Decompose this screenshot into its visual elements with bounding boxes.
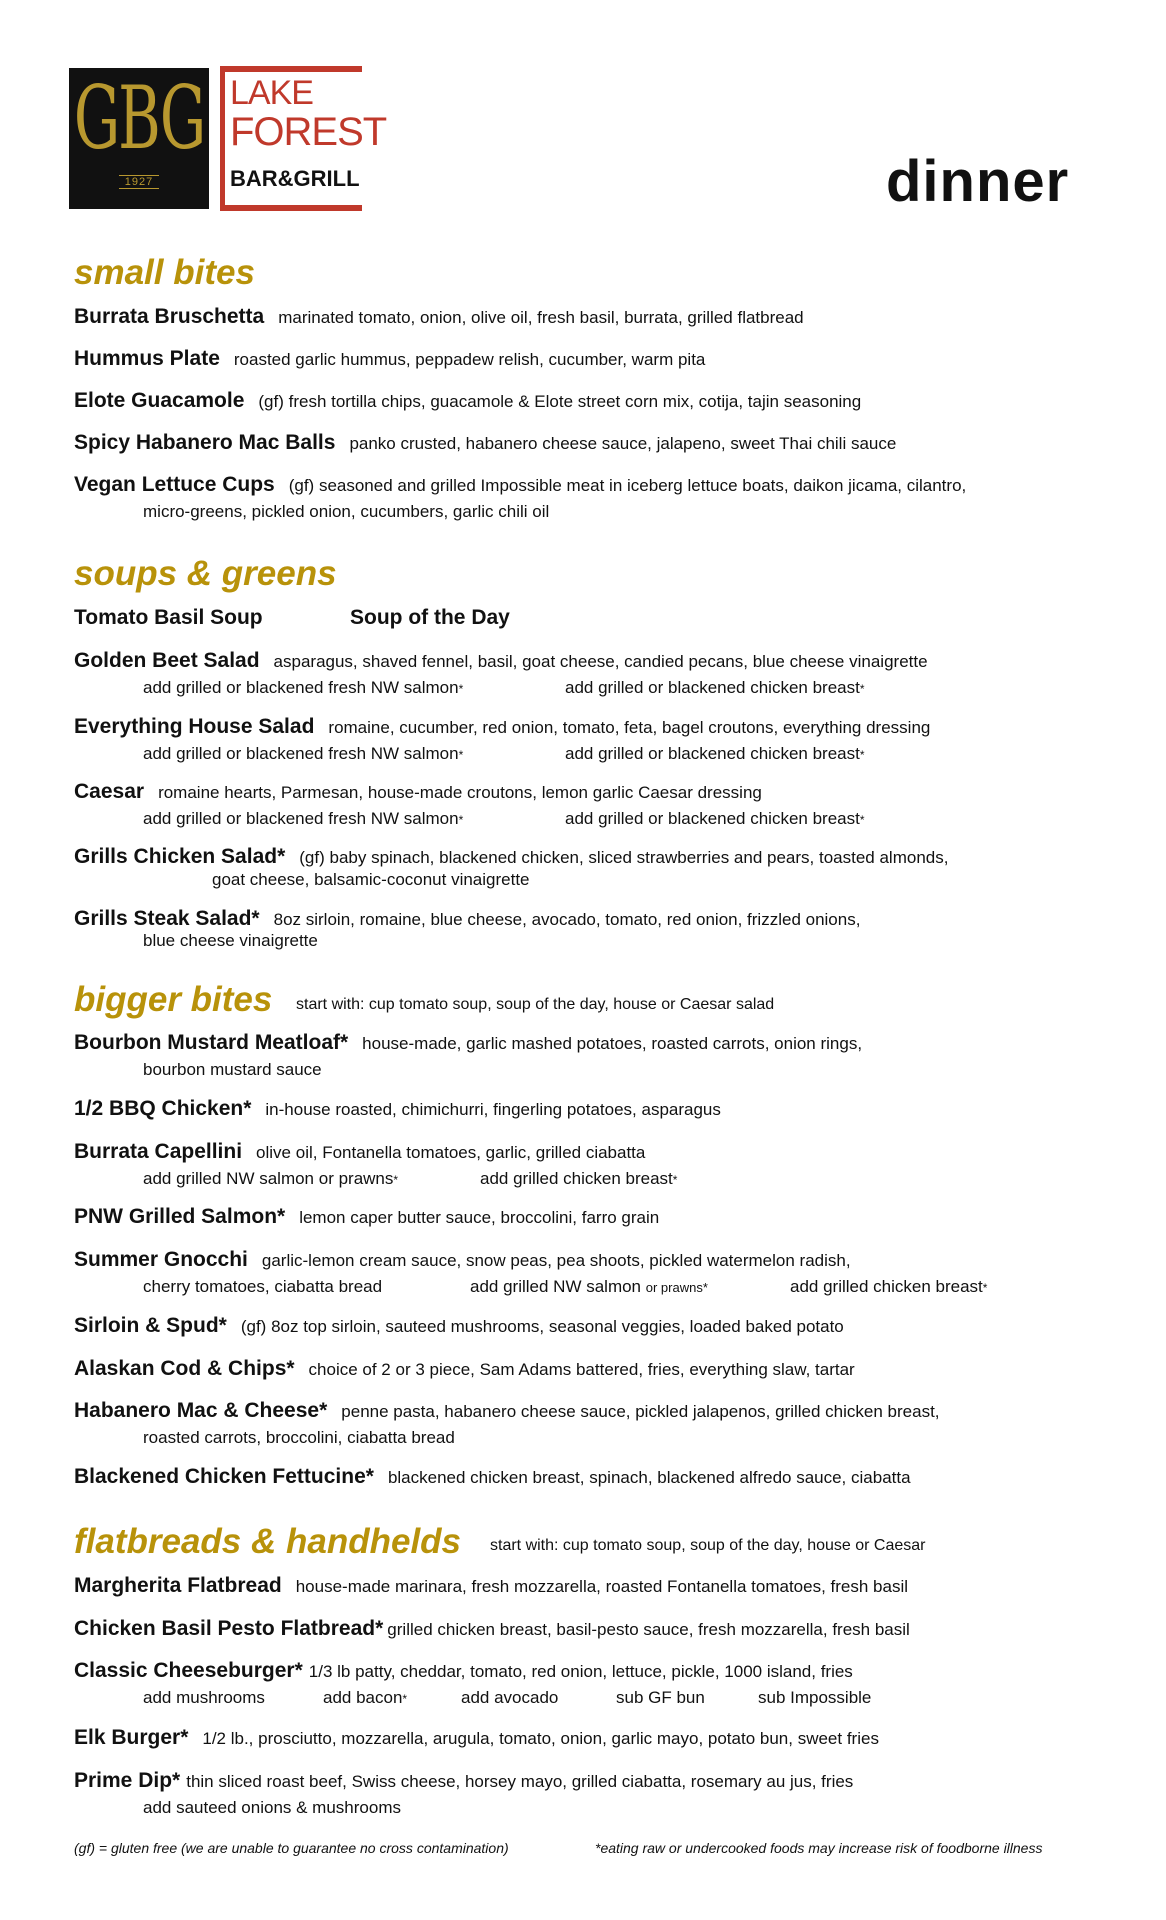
addon-salmon: add grilled or blackened fresh NW salmon* [143, 809, 464, 828]
item-desc: romaine, cucumber, red onion, tomato, feta, bagel croutons, everything dressing [328, 718, 931, 737]
item-desc: blackened chicken breast, spinach, blackened alfredo sauce, ciabatta [387, 1468, 911, 1487]
addon-salmon: add grilled or blackened fresh NW salmon* [143, 744, 464, 763]
menu-item-meatloaf [74, 1032, 862, 1056]
item-desc: house-made, garlic mashed potatoes, roasted carrots, onion rings, [362, 1034, 863, 1053]
item-name: Elk Burger* [74, 1726, 189, 1749]
menu-item-soup-of-day [350, 607, 510, 631]
item-desc: 8oz sirloin, romaine, blue cheese, avocado, tomato, red onion, frizzled onions, [273, 910, 861, 929]
item-name: Spicy Habanero Mac Balls [74, 431, 336, 454]
item-desc: grilled chicken breast, basil-pesto sauce, fresh mozzarella, fresh basil [387, 1620, 910, 1639]
item-desc: (gf) baby spinach, blackened chicken, sliced strawberries and pears, toasted almonds, [299, 848, 949, 867]
menu-item-bbq-chicken [74, 1098, 721, 1122]
logo-line-2: FOREST [230, 110, 387, 154]
addon-chicken: add grilled or blackened chicken breast* [565, 809, 865, 828]
menu-item-elote [74, 390, 861, 414]
menu-item-chicken-salad [74, 846, 948, 870]
item-desc: garlic-lemon cream sauce, snow peas, pea shoots, pickled watermelon radish, [261, 1251, 851, 1270]
item-name: Golden Beet Salad [74, 649, 260, 672]
menu-item-margherita [74, 1575, 908, 1599]
item-desc: panko crusted, habanero cheese sauce, jalapeno, sweet Thai chili sauce [349, 434, 897, 453]
item-name: Alaskan Cod & Chips* [74, 1357, 295, 1380]
item-name: Grills Chicken Salad* [74, 845, 286, 868]
menu-item-house-salad [74, 716, 930, 740]
item-desc: 1/3 lb patty, cheddar, tomato, red onion, lettuce, pickle, 1000 island, fries [308, 1662, 853, 1681]
section-small-bites: small bites [74, 253, 255, 292]
item-desc: olive oil, Fontanella tomatoes, garlic, grilled ciabatta [256, 1143, 646, 1162]
item-desc: (gf) seasoned and grilled Impossible meat in iceberg lettuce boats, daikon jicama, cilantro, [288, 476, 967, 495]
item-desc-continued: cherry tomatoes, ciabatta bread [143, 1277, 383, 1296]
addon-chicken: add grilled chicken breast* [790, 1277, 988, 1296]
section-note: start with: cup tomato soup, soup of the day, house or Caesar [490, 1537, 926, 1554]
item-desc: asparagus, shaved fennel, basil, goat cheese, candied pecans, blue cheese vinaigrette [273, 652, 928, 671]
addon-impossible: sub Impossible [758, 1688, 872, 1707]
item-desc: (gf) 8oz top sirloin, sauteed mushrooms, seasonal veggies, loaded baked potato [240, 1317, 844, 1336]
gbg-logo-year: 1927 [119, 175, 159, 189]
item-desc: 1/2 lb., prosciutto, mozzarella, arugula, tomato, onion, garlic mayo, potato bun, sweet fries [202, 1729, 879, 1748]
item-desc-continued: add sauteed onions & mushrooms [143, 1798, 401, 1817]
item-name: Elote Guacamole [74, 389, 245, 412]
lake-forest-logo [220, 66, 387, 211]
menu-item-steak-salad [74, 908, 860, 932]
item-name: Caesar [74, 780, 145, 803]
item-name: Bourbon Mustard Meatloaf* [74, 1031, 349, 1054]
item-desc: roasted garlic hummus, peppadew relish, cucumber, warm pita [233, 350, 706, 369]
addon-chicken: add grilled chicken breast* [480, 1169, 678, 1188]
item-name: Summer Gnocchi [74, 1248, 248, 1271]
menu-item-burrata-bruschetta [74, 306, 804, 330]
addon-avocado: add avocado [461, 1688, 559, 1707]
section-bigger-bites: bigger bites [74, 980, 273, 1019]
item-name: Tomato Basil Soup [74, 606, 263, 629]
logo-line-1: LAKE [230, 74, 313, 112]
item-desc: lemon caper butter sauce, broccolini, farro grain [299, 1208, 660, 1227]
menu-item-caesar [74, 781, 762, 805]
addon-gf-bun: sub GF bun [616, 1688, 705, 1707]
item-desc: (gf) fresh tortilla chips, guacamole & Elote street corn mix, cotija, tajin seasoning [258, 392, 862, 411]
menu-item-cheeseburger [74, 1660, 853, 1684]
item-star: * [172, 1769, 181, 1792]
item-name: Everything House Salad [74, 715, 315, 738]
section-note: start with: cup tomato soup, soup of the day, house or Caesar salad [296, 996, 775, 1013]
item-desc-continued: roasted carrots, broccolini, ciabatta bread [143, 1428, 455, 1447]
item-name: 1/2 BBQ Chicken* [74, 1097, 252, 1120]
item-desc: thin sliced roast beef, Swiss cheese, horsey mayo, grilled ciabatta, rosemary au jus, fries [186, 1772, 854, 1791]
addon-salmon-prawns: add grilled NW salmon or prawns* [143, 1169, 399, 1188]
item-desc-continued: blue cheese vinaigrette [143, 931, 318, 950]
gbg-logo-letters: GBG [73, 66, 205, 169]
menu-item-gnocchi [74, 1249, 851, 1273]
item-desc: romaine hearts, Parmesan, house-made croutons, lemon garlic Caesar dressing [158, 783, 762, 802]
section-soups-greens: soups & greens [74, 554, 337, 593]
logo-line-3: BAR&GRILL [230, 166, 360, 191]
item-desc: choice of 2 or 3 piece, Sam Adams battered, fries, everything slaw, tartar [308, 1360, 855, 1379]
menu-item-salmon [74, 1206, 659, 1230]
item-name: Blackened Chicken Fettucine* [74, 1465, 374, 1488]
addon-salmon: add grilled or blackened fresh NW salmon* [143, 678, 464, 697]
menu-item-pesto-flatbread [74, 1618, 910, 1642]
item-name: Burrata Bruschetta [74, 305, 265, 328]
addon-bacon: add bacon* [323, 1688, 408, 1707]
item-name: Habanero Mac & Cheese [74, 1399, 320, 1422]
item-name: Margherita Flatbread [74, 1574, 282, 1597]
menu-item-lettuce-cups [74, 474, 966, 498]
menu-item-mac-balls [74, 432, 896, 456]
item-desc-continued: goat cheese, balsamic-coconut vinaigrette [212, 870, 530, 889]
addon-chicken: add grilled or blackened chicken breast* [565, 678, 865, 697]
item-name: Soup of the Day [350, 606, 510, 629]
addon-mushrooms: add mushrooms [143, 1688, 265, 1707]
item-star: * [375, 1617, 384, 1640]
menu-item-prime-dip [74, 1770, 853, 1794]
item-name: PNW Grilled Salmon* [74, 1205, 286, 1228]
item-name: Sirloin & Spud* [74, 1314, 227, 1337]
menu-item-tomato-soup [74, 607, 263, 631]
item-desc-continued: bourbon mustard sauce [143, 1060, 322, 1079]
item-desc: in-house roasted, chimichurri, fingerling potatoes, asparagus [265, 1100, 721, 1119]
item-desc: marinated tomato, onion, olive oil, fresh basil, burrata, grilled flatbread [278, 308, 804, 327]
item-name: Grills Steak Salad* [74, 907, 260, 930]
item-name: Chicken Basil Pesto Flatbread [74, 1617, 376, 1640]
item-desc: penne pasta, habanero cheese sauce, pickled jalapenos, grilled chicken breast, [341, 1402, 940, 1421]
footer-gf-note: (gf) = gluten free (we are unable to guarantee no cross contamination) [74, 1840, 509, 1856]
menu-item-beet-salad [74, 650, 928, 674]
menu-item-sirloin [74, 1315, 844, 1339]
menu-item-fettucine [74, 1466, 911, 1490]
menu-item-hummus [74, 348, 705, 372]
item-name: Vegan Lettuce Cups [74, 473, 275, 496]
page-title: dinner [886, 149, 1070, 214]
menu-item-cod [74, 1358, 855, 1382]
item-name: Classic Cheeseburger [74, 1659, 295, 1682]
item-desc-continued: micro-greens, pickled onion, cucumbers, garlic chili oil [143, 502, 550, 521]
item-name: Prime Dip [74, 1769, 173, 1792]
footer-raw-note: *eating raw or undercooked foods may increase risk of foodborne illness [595, 1840, 1043, 1856]
logo-bar [220, 72, 225, 205]
item-star: * [294, 1659, 303, 1682]
menu-item-capellini [74, 1141, 645, 1165]
section-flatbreads: flatbreads & handhelds [74, 1522, 462, 1561]
gbg-logo [69, 68, 209, 209]
item-star: * [319, 1399, 328, 1422]
item-name: Burrata Capellini [74, 1140, 243, 1163]
menu-item-elk-burger [74, 1727, 879, 1751]
item-name: Hummus Plate [74, 347, 220, 370]
menu-item-habanero-mac [74, 1400, 940, 1424]
item-desc: house-made marinara, fresh mozzarella, roasted Fontanella tomatoes, fresh basil [295, 1577, 909, 1596]
addon-chicken: add grilled or blackened chicken breast* [565, 744, 865, 763]
addon-salmon-prawns: add grilled NW salmon or prawns* [470, 1277, 708, 1296]
